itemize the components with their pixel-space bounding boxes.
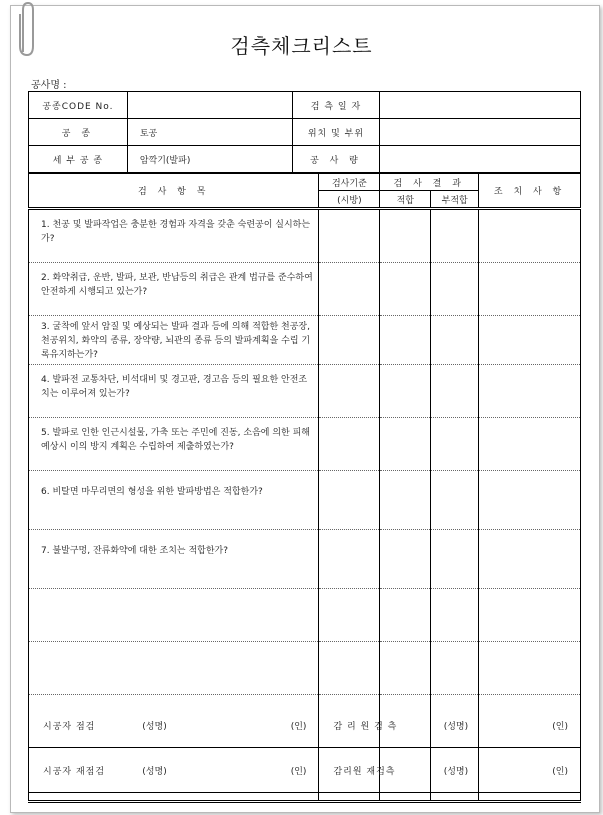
header-row [29, 174, 581, 191]
action-cell[interactable] [479, 263, 581, 316]
contractor-recheck-seal: (인) [228, 748, 319, 793]
work-type-value[interactable]: 토공 [127, 119, 292, 146]
item-header: 검 사 항 목 [29, 174, 319, 209]
table-row [29, 316, 581, 365]
question-text: 3. 굴착에 앞서 암질 및 예상되는 발파 결과 등에 의해 적합한 천공장, 천공위치, 화약의 종류, 장약량, 뇌관의 종류 등의 발파계획을 수립 기록유지하는가? [29, 316, 319, 365]
fail-cell[interactable] [431, 589, 479, 642]
fail-cell[interactable] [431, 418, 479, 471]
table-row [29, 530, 581, 589]
table-row [29, 209, 581, 263]
result-header: 검 사 결 과 [380, 174, 479, 191]
standard-sub-header: (시방) [319, 191, 380, 209]
fail-header: 부적합 [431, 191, 479, 209]
action-cell[interactable] [479, 642, 581, 695]
contractor-seal: (인) [228, 703, 319, 748]
supervisor-recheck-label: 감리원 재검측 [319, 748, 430, 793]
question-text: 2. 화약취급, 운반, 발파, 보관, 반납등의 취급은 관계 법규를 준수하여 안전하게 시행되고 있는가? [29, 263, 319, 316]
contractor-recheck-name-field[interactable]: (성명) [128, 748, 228, 793]
fail-cell[interactable] [431, 263, 479, 316]
location-label: 위치 및 부위 [292, 119, 380, 146]
info-row [29, 119, 581, 146]
fail-cell[interactable] [431, 316, 479, 365]
action-header: 조 치 사 항 [479, 174, 581, 209]
inspection-date-label: 검 측 일 자 [292, 92, 380, 119]
quantity-label: 공 사 량 [292, 146, 380, 173]
table-row [29, 263, 581, 316]
supervisor-check-label: 감 리 원 검 측 [319, 703, 430, 748]
inspection-date-value[interactable] [380, 92, 581, 119]
ok-cell[interactable] [380, 471, 431, 530]
standard-cell[interactable] [319, 589, 380, 642]
fail-cell[interactable] [431, 530, 479, 589]
supervisor-recheck-seal: (인) [520, 748, 581, 793]
action-cell[interactable] [479, 589, 581, 642]
contractor-recheck-label: 시공자 재점검 [29, 748, 129, 793]
standard-cell[interactable] [319, 471, 380, 530]
project-name-label: 공사명 : [31, 80, 67, 91]
supervisor-recheck-name-field[interactable]: (성명) [430, 748, 520, 793]
location-value[interactable] [380, 119, 581, 146]
action-cell[interactable] [479, 530, 581, 589]
work-code-value[interactable] [127, 92, 292, 119]
standard-cell[interactable] [319, 365, 380, 418]
standard-cell[interactable] [319, 316, 380, 365]
signature-table [28, 703, 581, 793]
fail-cell[interactable] [431, 209, 479, 263]
standard-cell[interactable] [319, 418, 380, 471]
action-cell[interactable] [479, 209, 581, 263]
table-row [29, 642, 581, 695]
action-cell[interactable] [479, 365, 581, 418]
standard-cell[interactable] [319, 642, 380, 695]
standard-cell[interactable] [319, 263, 380, 316]
action-cell[interactable] [479, 471, 581, 530]
action-cell[interactable] [479, 418, 581, 471]
question-text[interactable] [29, 642, 319, 695]
ok-cell[interactable] [380, 589, 431, 642]
info-row [29, 92, 581, 119]
fail-cell[interactable] [431, 471, 479, 530]
fail-cell[interactable] [431, 365, 479, 418]
question-text: 1. 천공 및 발파작업은 충분한 경험과 자격을 갖춘 숙련공이 실시하는가? [29, 209, 319, 263]
ok-cell[interactable] [380, 418, 431, 471]
info-table [28, 91, 581, 173]
signature-row [29, 748, 581, 793]
table-row [29, 589, 581, 642]
supervisor-name-field[interactable]: (성명) [430, 703, 520, 748]
quantity-value[interactable] [380, 146, 581, 173]
page-title: 검측체크리스트 [230, 34, 373, 58]
ok-cell[interactable] [380, 365, 431, 418]
detail-work-value[interactable]: 암깍기(발파) [127, 146, 292, 173]
question-text: 5. 발파로 인한 인근시설물, 가축 또는 주민에 진동, 소음에 의한 피해예상시 이의 방지 계획은 수립하여 제출하였는가? [29, 418, 319, 471]
contractor-check-label: 시공자 점검 [29, 703, 129, 748]
info-row [29, 146, 581, 173]
signature-row [29, 703, 581, 748]
detail-work-label: 세 부 공 종 [29, 146, 128, 173]
question-text: 4. 발파전 교통차단, 비석대비 및 경고판, 경고음 등의 필요한 안전조치는 이루어져 있는가? [29, 365, 319, 418]
ok-cell[interactable] [380, 530, 431, 589]
standard-header: 검사기준 [319, 174, 380, 191]
ok-cell[interactable] [380, 642, 431, 695]
question-text: 7. 불발구멍, 잔류화약에 대한 조치는 적합한가? [29, 530, 319, 589]
question-text: 6. 비탈면 마무리면의 형성을 위한 발파방법은 적합한가? [29, 471, 319, 530]
standard-cell[interactable] [319, 530, 380, 589]
supervisor-seal: (인) [520, 703, 581, 748]
ok-cell[interactable] [380, 316, 431, 365]
work-type-label: 공 종 [29, 119, 128, 146]
contractor-name-field[interactable]: (성명) [128, 703, 228, 748]
fail-cell[interactable] [431, 642, 479, 695]
question-text[interactable] [29, 589, 319, 642]
action-cell[interactable] [479, 316, 581, 365]
table-row [29, 418, 581, 471]
ok-header: 적합 [380, 191, 431, 209]
standard-cell[interactable] [319, 209, 380, 263]
ok-cell[interactable] [380, 209, 431, 263]
table-row [29, 471, 581, 530]
ok-cell[interactable] [380, 263, 431, 316]
work-code-label: 공종CODE No. [29, 92, 128, 119]
table-row [29, 365, 581, 418]
